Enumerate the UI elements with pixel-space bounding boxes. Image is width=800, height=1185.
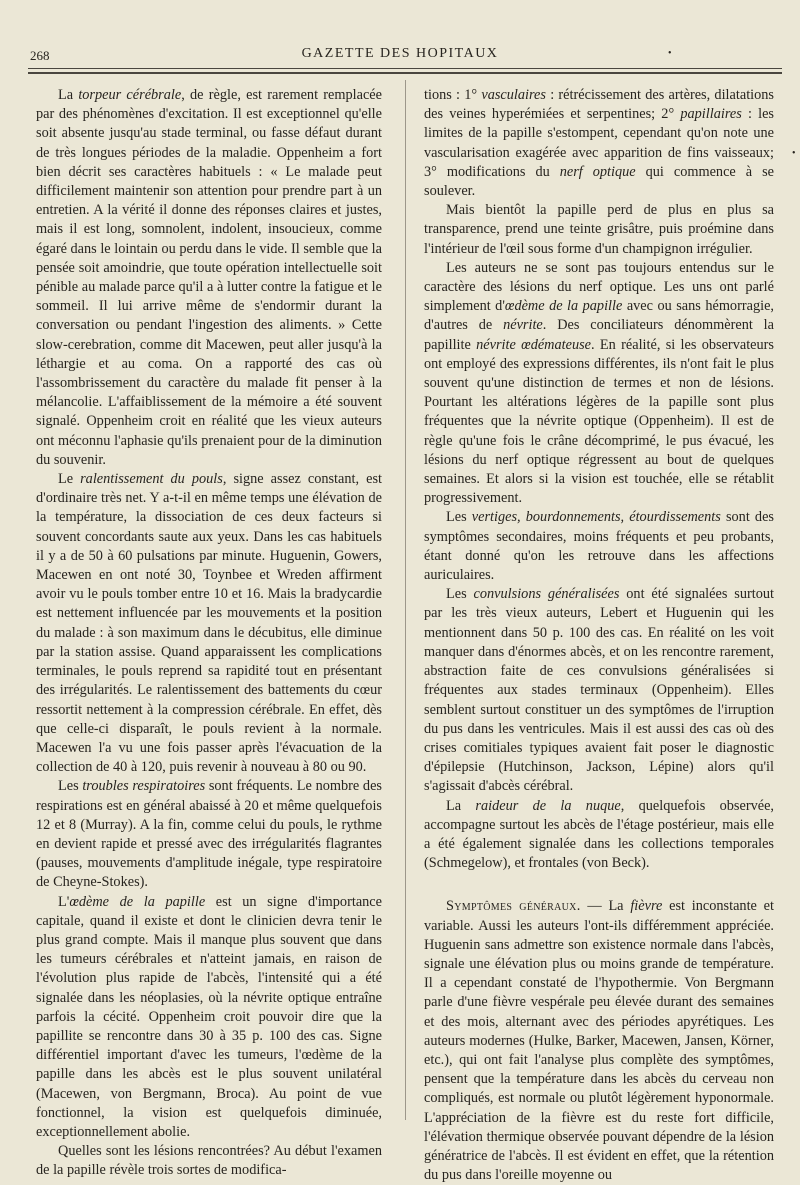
paragraph: Le ralentissement du pouls, signe assez constant, est d'ordinaire très net. Y a-t-il en même temps une élévation de la température, la dissociation de ces deux facteurs si souvent concordants saute aux yeux. Dans les cas habituels il y a de 50 à 60 pulsations par minute. Huguenin, Gowers, Macewen en ont noté 30, Toynbee et Wreden affirment avoir vu le pouls tomber entre 10 et 16. Mais la bradycardie est nettement influencée par les mouvements et la position du malade : à son maximum dans le décubitus, elle diminue par la station assise. Quand apparaissent les complications terminales, le pouls reprend sa rapidité tout en présentant des irrégularités. Le ralentissement des battements du cœur ressortit nettement à la compression cérébrale. En effet, dès que celle-ci disparaît, le pouls revient à la normale. Macewen l'a vu une fois passer après l'évacuation de la collection de 40 à 120, puis revenir à nouveau à 80 ou 90. (36, 471, 382, 776)
paragraph: La raideur de la nuque, quelquefois observée, accompagne surtout les abcès de l'étage postérieur, mais elle a été également signalée dans les collections temporales (Schmegelow), et frontales (von Beck). (424, 797, 775, 872)
paragraph: tions : 1° vasculaires : rétrécissement des artères, dilatations des veines hyperémiées et serpentines; 2° papillaires : les limites de la papille s'estompent, cependant qu'on note une vascularisation exagérée avec apparition de fins vaisseaux; 3° modifications du nerf optique qui commence à se soulever. (424, 87, 774, 200)
left-column (36, 86, 382, 1181)
paragraph: L'œdème de la papille est un signe d'importance capitale, quand il existe et dont le clinicien devra tenir le plus grand compte. Mais il manque plus souvent que dans les tumeurs cérébrales et n'atteint jamais, en raison de l'évolution plus rapide de l'abcès, l'intensité qui a été signalée dans les néoplasies, où la névrite optique entraîne parfois la cécité. Oppenheim croit pouvoir dire que la papillite se rencontre dans 30 à 35 p. 100 des cas. Signe différentiel important d'avec les tumeurs, l'œdème de la papille dans les abcès est le plus souvent unilatéral (Macewen, von Bergmann, Broca). Au point de vue fonctionnel, la vision est quelquefois diminuée, exceptionnellement abolie. (36, 893, 383, 1140)
paragraph: Mais bientôt la papille perd de plus en plus sa transparence, prend une teinte grisâtre, puis proémine dans l'intérieur de l'œil sous forme d'un champignon irrégulier. (424, 202, 774, 257)
right-column (424, 86, 774, 1185)
column-divider (405, 80, 406, 1120)
paragraph: La torpeur cérébrale, de règle, est rarement remplacée par des phénomènes d'excitation. Il est exceptionnel qu'elle soit absente jusqu'au stade terminal, ou fasse défaut durant de très longues périodes de la maladie. Oppenheim a fort bien décrit ses caractères habituels : « Le malade peut difficilement maintenir son attention pour prendre part à un entretien. A la vérité il donne des réponses claires et justes, mais il est long, somnolent, indolent, insoucieux, comme égaré dans le lointain ou perdu dans le vide. Il semble que la pensée soit amoindrie, que toute opération intellectuelle soit pénible au malade parce qu'il a à lutter contre la fatigue et le sommeil. Il lui arrive même de s'endormir durant la conversation ou pendant l'ingestion des aliments. » Cette slow-cerebration, comme dit Macewen, peut aller jusqu'à la léthargie et au coma. On a rapporté des cas où l'assombrissement du caractère du malade fit penser à la mélancolie. L'affaiblissement de la mémoire a été souvent signalé. Oppenheim croit en réalité que les vieux auteurs ont méconnu l'aphasie qu'ils prenaient pour de la diminution du souvenir. (36, 87, 382, 468)
print-speck: • (668, 48, 672, 59)
header-rule-thick (28, 72, 782, 74)
paragraph: Les vertiges, bourdonnements, étourdissements sont des symptômes secondaires, moins fréquents et peu probants, étant donné qu'on les retrouve dans les affections auriculaires. (424, 509, 774, 584)
journal-title: GAZETTE DES HOPITAUX (301, 46, 499, 61)
header-rule (28, 68, 782, 69)
paragraph: Les convulsions généralisées ont été signalées surtout par les très vieux auteurs, Lebert et Huguenin qui les mentionnent dans 50 p. 100 des cas. En réalité on les voit manquer dans d'énormes abcès, et on les rencontre rarement, abstraction faite de ces convulsions généralisées si fréquentes aux stades terminaux (Oppenheim). Elles semblent surtout constituer un des symptômes de l'irruption du pus dans les ventricules. Mais il est aussi des cas où des crises comitiales typiques avaient fait poser le diagnostic d'épilepsie (Hutchinson, Jackson, Lépine) alors qu'il s'agissait d'abcès cérébral. (424, 586, 774, 795)
paragraph: Les troubles respiratoires sont fréquents. Le nombre des respirations est en général abaissé à 20 et même quelquefois 12 et 8 (Murray). A la fin, comme celui du pouls, le rythme en devient rapide et pressé avec des irrégularités flagrantes (pauses, mouvements d'amplitude inégale, type respiratoire de Cheyne-Stokes). (36, 778, 382, 891)
section-paragraph: Symptômes généraux. — La fièvre est inconstante et variable. Aussi les auteurs l'ont-ils différemment appréciée. Huguenin sans admettre son existence normale dans l'abcès, signale une élévation plus ou moins grande de température. Il a cependant constaté de l'hypothermie. Von Bergmann parle d'une fièvre vespérale peu élevée durant des semaines et des mois, alternant avec des périodes apyrétiques. Les auteurs modernes (Hulke, Barker, Macewen, Jansen, Körner, etc.), qui ont fait l'analyse plus complète des symptômes, pensent que la température dans les abcès du cerveau non compliqués, est normale ou plutôt légèrement hyponormale. L'appréciation de la fièvre est du reste fort difficile, l'élévation thermique observée pouvant dépendre de la lésion génératrice de l'abcès. Il est évident en effet, que la rétention du pus dans l'oreille moyenne ou (424, 898, 774, 1184)
print-speck: • (792, 148, 796, 159)
paragraph: Quelles sont les lésions rencontrées? Au début l'examen de la papille révèle trois sortes de modifica- (36, 1143, 382, 1179)
section-heading: Symptômes généraux. (446, 898, 581, 915)
page-number: 268 (30, 48, 50, 63)
paragraph: Les auteurs ne se sont pas toujours entendus sur le caractère des lésions du nerf optique. Les uns ont parlé simplement d'œdème de la papille avec ou sans hémorragie, d'autres de névrite. Des conciliateurs dénommèrent la papillite névrite œdémateuse. En réalité, si les observateurs ont employé des expressions différentes, ils n'ont fait le plus souvent qu'une distinction de termes et non de lésions. Pourtant les altérations légères de la papille sont plus fréquentes que la névrite optique (Oppenheim). Il est de règle qu'une fois le crâne décomprimé, le pus évacué, les lésions du nerf optique régressent au bout de quelques semaines. Et alors si la vision est touchée, elle se rétablit progressivement. (424, 259, 774, 507)
